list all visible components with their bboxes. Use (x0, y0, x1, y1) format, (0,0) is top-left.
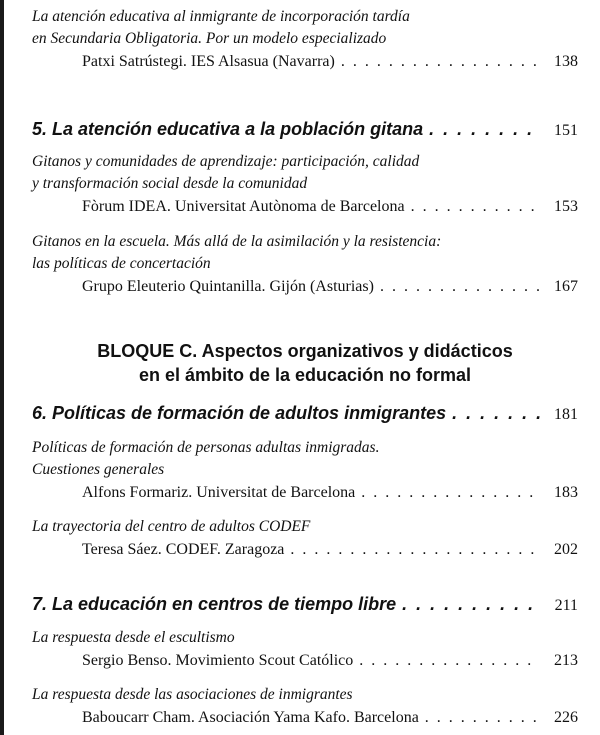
entry-author: Teresa Sáez. CODEF. Zaragoza (82, 541, 285, 558)
block-heading-line: BLOQUE C. Aspectos organizativos y didácticos (97, 341, 513, 361)
entry-author: Fòrum IDEA. Universitat Autònoma de Barcelona (82, 198, 405, 215)
entry-reference (32, 538, 578, 561)
entry-reference (32, 275, 578, 298)
page-number: 138 (554, 53, 578, 70)
dot-leader (425, 706, 540, 729)
dot-leader (290, 538, 540, 561)
dot-leader (452, 401, 540, 425)
section-heading[interactable] (32, 117, 578, 143)
section-title: 7. La educación en centros de tiempo libre (32, 594, 397, 614)
table-of-contents (32, 0, 578, 735)
section-title: 5. La atención educativa a la población gitana (32, 119, 424, 139)
dot-leader (359, 649, 540, 672)
entry-reference (32, 50, 578, 73)
entry-author: Alfons Formariz. Universitat de Barcelona (82, 484, 356, 501)
entry-author: Grupo Eleuterio Quintanilla. Gijón (Asturias) (82, 278, 374, 295)
page-number: 167 (554, 278, 578, 295)
dot-leader (402, 592, 540, 616)
page-number: 202 (554, 541, 578, 558)
toc-entry[interactable] (32, 151, 578, 218)
entry-title-line: Gitanos y comunidades de aprendizaje: participación, calidad (32, 153, 420, 170)
section-heading[interactable] (32, 592, 578, 618)
section-heading[interactable] (32, 401, 578, 427)
entry-author: Patxi Satrústegi. IES Alsasua (Navarra) (82, 53, 335, 70)
entry-title-line: y transformación social desde la comunidad (32, 175, 308, 192)
entry-title-line: Políticas de formación de personas adultas inmigradas. (32, 439, 380, 456)
entry-title-line: Cuestiones generales (32, 461, 165, 478)
page-number: 151 (554, 122, 578, 139)
entry-title-line: La respuesta desde las asociaciones de inmigrantes (32, 686, 353, 703)
entry-title-line: Gitanos en la escuela. Más allá de la asimilación y la resistencia: (32, 233, 442, 250)
toc-entry[interactable] (32, 437, 578, 504)
toc-entry[interactable] (32, 6, 578, 73)
toc-entry[interactable] (32, 627, 578, 672)
entry-author: Baboucarr Cham. Asociación Yama Kafo. Barcelona (82, 709, 419, 726)
entry-reference (32, 195, 578, 218)
dot-leader (341, 50, 540, 73)
page-number: 211 (554, 597, 578, 614)
block-heading-line: en el ámbito de la educación no formal (138, 365, 472, 385)
page-number: 226 (554, 709, 578, 726)
entry-reference (32, 706, 578, 729)
section-title: 6. Políticas de formación de adultos inmigrantes (32, 403, 447, 423)
entry-title-line: La atención educativa al inmigrante de incorporación tardía (32, 8, 410, 25)
entry-reference (32, 649, 578, 672)
entry-reference (32, 481, 578, 504)
page-number: 183 (554, 484, 578, 501)
toc-entry[interactable] (32, 684, 578, 729)
dot-leader (380, 275, 540, 298)
dot-leader (411, 195, 540, 218)
entry-author: Sergio Benso. Movimiento Scout Católico (82, 652, 354, 669)
entry-title-line: La respuesta desde el escultismo (32, 629, 235, 646)
page-number: 153 (554, 198, 578, 215)
dot-leader (361, 481, 540, 504)
left-margin-rule (0, 0, 4, 735)
block-heading (32, 339, 578, 387)
entry-title-line: La trayectoria del centro de adultos CODEF (32, 518, 311, 535)
page-number: 181 (554, 406, 578, 423)
entry-title-line: las políticas de concertación (32, 255, 211, 272)
toc-entry[interactable] (32, 516, 578, 561)
dot-leader (429, 117, 540, 141)
entry-title-line: en Secundaria Obligatoria. Por un modelo especializado (32, 30, 387, 47)
toc-entry[interactable] (32, 231, 578, 298)
page-number: 213 (554, 652, 578, 669)
